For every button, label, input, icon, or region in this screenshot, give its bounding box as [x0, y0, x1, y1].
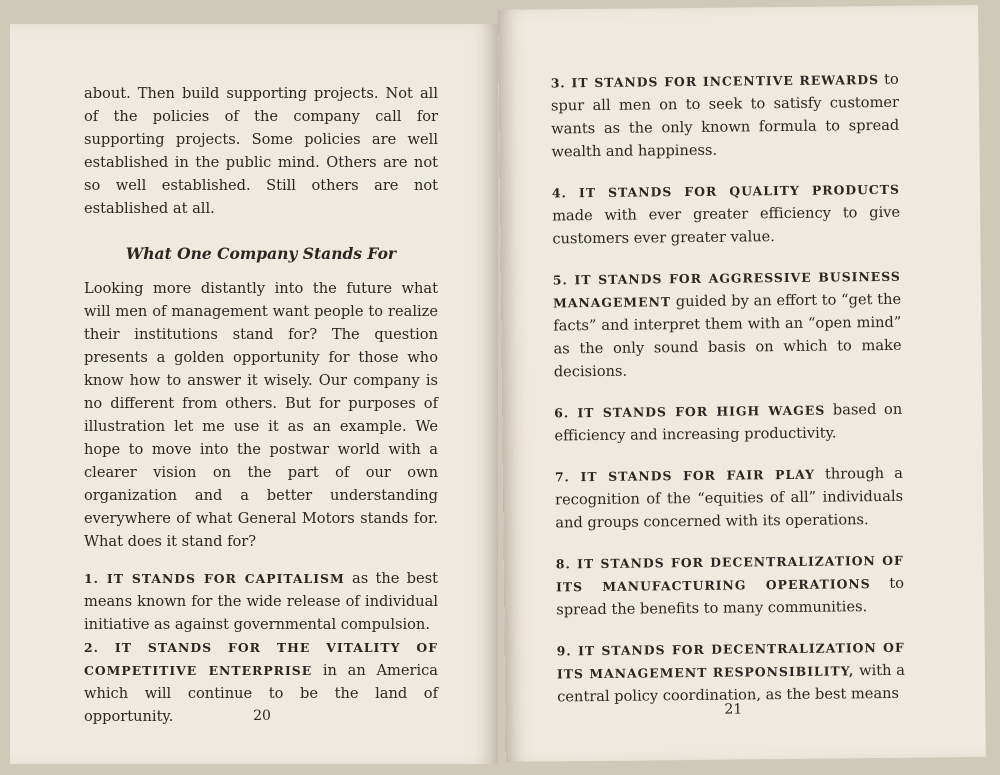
list-item-lead: 2. IT STANDS FOR THE VITALITY OF COMPETITIVE ENTERPRISE — [84, 640, 438, 678]
intro-paragraph: about. Then build supporting projects. Not all of the policies of the company call for supporting projects. Some policies are well established in the public mind. Others are not so well established. Still others are not established at all. — [84, 85, 438, 217]
list-item-1 — [84, 567, 438, 636]
list-item-lead: 7. IT STANDS FOR FAIR PLAY — [554, 466, 816, 485]
list-item-lead: 5. IT STANDS FOR AGGRESSIVE BUSINESS MANAGEMENT — [552, 268, 901, 311]
list-item-3 — [551, 68, 900, 164]
list-item-lead: 1. IT STANDS FOR CAPITALISM — [84, 571, 345, 586]
list-item-5 — [553, 265, 902, 384]
section-heading: What One Company Stands For — [125, 244, 397, 263]
list-item-6 — [554, 398, 902, 448]
list-item-8 — [556, 549, 905, 622]
list-item-lead: 6. IT STANDS FOR HIGH WAGES — [554, 402, 826, 421]
list-item-text: to spread the benefits to many communities. — [556, 574, 905, 619]
right-page — [498, 5, 986, 762]
list-item-text: based on efficiency and increasing productivity. — [554, 400, 903, 445]
page-number-right: 21 — [724, 701, 743, 718]
list-item-4 — [552, 178, 901, 251]
list-item-text: as the best means known for the wide release of individual initiative as against governmental compulsion. — [84, 570, 438, 633]
list-item-9 — [557, 636, 906, 709]
list-item-lead: 8. IT STANDS FOR DECENTRALIZATION OF ITS MANUFACTURING OPERATIONS — [555, 552, 904, 595]
left-page — [10, 24, 498, 764]
list-item-text: to spur all men on to seek to satisfy customer wants as the only known formula to spread wealth and happiness. — [550, 70, 900, 161]
list-item-text: through a recognition of the “equities of all” individuals and groups concerned with its operations. — [555, 464, 904, 532]
list-item-text: with a central policy coordination, as the best means — [557, 661, 906, 706]
body-paragraph: Looking more distantly into the future what will men of management want people to realize their institutions stand for? The question presents a golden opportunity for those who know how to answer it wisely. Our company is no different from others. But for purposes of illustration let me use it as an example. We hope to move into the postwar world with a clearer vision on the part of our own organization and a better understanding everywhere of what General Motors stands for. What does it stand for? — [84, 280, 438, 550]
list-item-lead: 4. IT STANDS FOR QUALITY PRODUCTS — [551, 181, 900, 201]
list-item-text: guided by an effort to “get the facts” and interpret them with an “open mind” as the only sound basis on which to make decisions. — [553, 290, 902, 381]
list-item-7 — [555, 462, 904, 535]
list-item-text: made with ever greater efficiency to give customers ever greater value. — [552, 203, 901, 248]
list-item-lead: 3. IT STANDS FOR INCENTIVE REWARDS — [550, 72, 880, 91]
list-item-text: in an America which will continue to be the land of opportunity. — [84, 662, 438, 725]
list-item-lead: 9. IT STANDS FOR DECENTRALIZATION OF ITS MANAGEMENT RESPONSIBILITY, — [556, 639, 905, 682]
page-number-left: 20 — [253, 708, 271, 724]
